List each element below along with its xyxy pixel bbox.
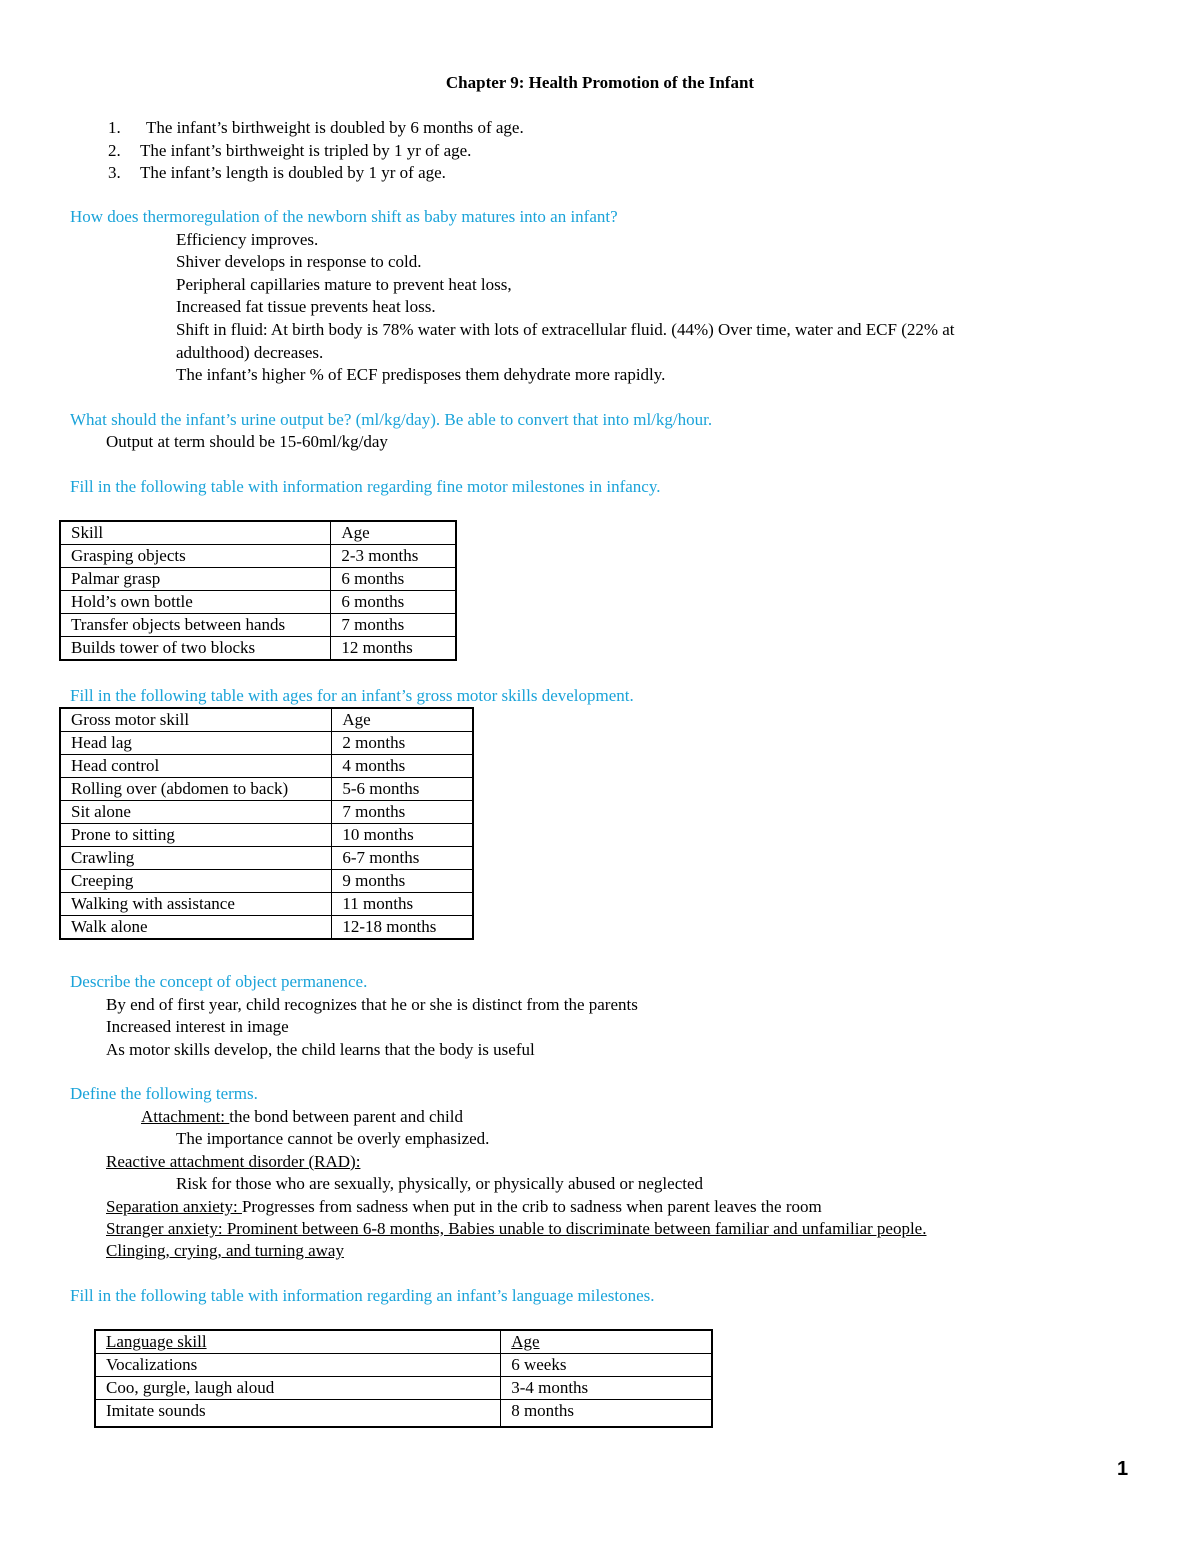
table-cell: 12-18 months xyxy=(332,916,473,940)
table-row xyxy=(60,847,473,870)
page-title: Chapter 9: Health Promotion of the Infant xyxy=(445,73,755,92)
table-row xyxy=(60,568,456,591)
table-cell: 2-3 months xyxy=(331,545,456,568)
table-header-cell: Skill xyxy=(60,521,331,545)
table-cell: Hold’s own bottle xyxy=(60,591,331,614)
table-row xyxy=(60,545,456,568)
thermo-line: Increased fat tissue prevents heat loss. xyxy=(176,297,436,316)
page-number: 1 xyxy=(1117,1458,1129,1480)
table-row xyxy=(60,916,473,940)
object-permanence-question: Describe the concept of object permanence. xyxy=(70,972,368,991)
table-header-cell: Age xyxy=(332,708,473,732)
table-cell: 4 months xyxy=(332,755,473,778)
table-cell: 11 months xyxy=(332,893,473,916)
table-row xyxy=(60,614,456,637)
table-cell: 6 weeks xyxy=(501,1354,712,1377)
table-cell: 6 months xyxy=(331,591,456,614)
object-permanence-line: By end of first year, child recognizes that he or she is distinct from the parents xyxy=(106,995,638,1014)
language-table xyxy=(94,1329,713,1428)
list-number: 3. xyxy=(108,163,121,182)
thermo-line: Shiver develops in response to cold. xyxy=(176,252,422,271)
table-cell: Coo, gurgle, laugh aloud xyxy=(95,1377,501,1400)
table-row xyxy=(95,1377,712,1400)
table-header-cell: Gross motor skill xyxy=(60,708,332,732)
table-header-cell: Age xyxy=(501,1330,712,1354)
table-cell: Palmar grasp xyxy=(60,568,331,591)
table-cell: 6-7 months xyxy=(332,847,473,870)
growth-list-item xyxy=(108,140,471,163)
list-text: The infant’s length is doubled by 1 yr of age. xyxy=(140,163,446,182)
table-row xyxy=(60,778,473,801)
table-cell: Vocalizations xyxy=(95,1354,501,1377)
attachment-term: Attachment: xyxy=(141,1107,230,1126)
separation-anxiety-term: Separation anxiety: xyxy=(106,1197,242,1216)
urine-question: What should the infant’s urine output be? (ml/kg/day). Be able to convert that into ml/kg/hour. xyxy=(70,410,713,429)
table-cell: Rolling over (abdomen to back) xyxy=(60,778,332,801)
table-row xyxy=(60,755,473,778)
table-row xyxy=(60,732,473,755)
attachment-note: The importance cannot be overly emphasized. xyxy=(176,1129,490,1148)
table-cell: 10 months xyxy=(332,824,473,847)
thermo-line: Efficiency improves. xyxy=(176,230,319,249)
separation-anxiety-definition: Progresses from sadness when put in the crib to sadness when parent leaves the room xyxy=(241,1197,822,1216)
table-row xyxy=(60,824,473,847)
table-cell: Creeping xyxy=(60,870,332,893)
gross-motor-table xyxy=(59,707,474,940)
table-cell: 3-4 months xyxy=(501,1377,712,1400)
list-number: 1. xyxy=(108,118,121,137)
table-row xyxy=(60,870,473,893)
growth-list-item xyxy=(108,162,446,185)
table-row xyxy=(95,1354,712,1377)
thermo-line: Shift in fluid: At birth body is 78% water with lots of extracellular fluid. (44%) Over time, water and ECF (22% at xyxy=(176,320,955,339)
table-cell: Prone to sitting xyxy=(60,824,332,847)
table-row xyxy=(60,637,456,661)
table-cell: 7 months xyxy=(332,801,473,824)
table-row xyxy=(60,591,456,614)
table-cell: Sit alone xyxy=(60,801,332,824)
table-header-row xyxy=(60,708,473,732)
table-cell: Head control xyxy=(60,755,332,778)
thermo-line: The infant’s higher % of ECF predisposes them dehydrate more rapidly. xyxy=(176,365,666,384)
separation-anxiety-line xyxy=(106,1196,822,1219)
rad-term: Reactive attachment disorder (RAD): xyxy=(106,1152,361,1171)
growth-list-item xyxy=(108,117,524,140)
thermo-question: How does thermoregulation of the newborn shift as baby matures into an infant? xyxy=(70,207,618,226)
thermo-line: adulthood) decreases. xyxy=(176,343,324,362)
table-cell: Walk alone xyxy=(60,916,332,940)
language-question: Fill in the following table with information regarding an infant’s language milestones. xyxy=(70,1286,655,1305)
list-text: The infant’s birthweight is tripled by 1 yr of age. xyxy=(140,141,472,160)
table-cell: 2 months xyxy=(332,732,473,755)
rad-note: Risk for those who are sexually, physically, or physically abused or neglected xyxy=(176,1174,704,1193)
thermo-line: Peripheral capillaries mature to prevent heat loss, xyxy=(176,275,512,294)
table-cell: 8 months xyxy=(501,1400,712,1428)
list-number: 2. xyxy=(108,141,121,160)
object-permanence-line: Increased interest in image xyxy=(106,1017,289,1036)
table-cell: 9 months xyxy=(332,870,473,893)
table-header-cell: Language skill xyxy=(95,1330,501,1354)
table-row xyxy=(60,893,473,916)
fine-motor-table xyxy=(59,520,457,661)
table-cell: 12 months xyxy=(331,637,456,661)
table-cell: 7 months xyxy=(331,614,456,637)
list-text: The infant’s birthweight is doubled by 6 months of age. xyxy=(146,118,524,137)
table-row xyxy=(95,1400,712,1428)
gross-motor-question: Fill in the following table with ages for an infant’s gross motor skills development. xyxy=(70,686,634,705)
table-header-row xyxy=(60,521,456,545)
object-permanence-line: As motor skills develop, the child learns that the body is useful xyxy=(106,1040,535,1059)
urine-answer: Output at term should be 15-60ml/kg/day xyxy=(106,432,388,451)
table-row xyxy=(60,801,473,824)
table-cell: Imitate sounds xyxy=(95,1400,501,1428)
table-cell: Grasping objects xyxy=(60,545,331,568)
clinging-line: Clinging, crying, and turning away xyxy=(106,1241,344,1260)
table-header-cell: Age xyxy=(331,521,456,545)
terms-question: Define the following terms. xyxy=(70,1084,258,1103)
fine-motor-question: Fill in the following table with information regarding fine motor milestones in infancy. xyxy=(70,477,661,496)
attachment-term-line xyxy=(141,1106,463,1129)
table-cell: Head lag xyxy=(60,732,332,755)
table-header-row xyxy=(95,1330,712,1354)
table-cell: Crawling xyxy=(60,847,332,870)
table-cell: 5-6 months xyxy=(332,778,473,801)
table-cell: Transfer objects between hands xyxy=(60,614,331,637)
table-cell: 6 months xyxy=(331,568,456,591)
stranger-anxiety-line: Stranger anxiety: Prominent between 6-8 months, Babies unable to discriminate between familiar and unfamiliar people. xyxy=(106,1219,927,1238)
table-cell: Builds tower of two blocks xyxy=(60,637,331,661)
attachment-definition: the bond between parent and child xyxy=(229,1107,463,1126)
table-cell: Walking with assistance xyxy=(60,893,332,916)
